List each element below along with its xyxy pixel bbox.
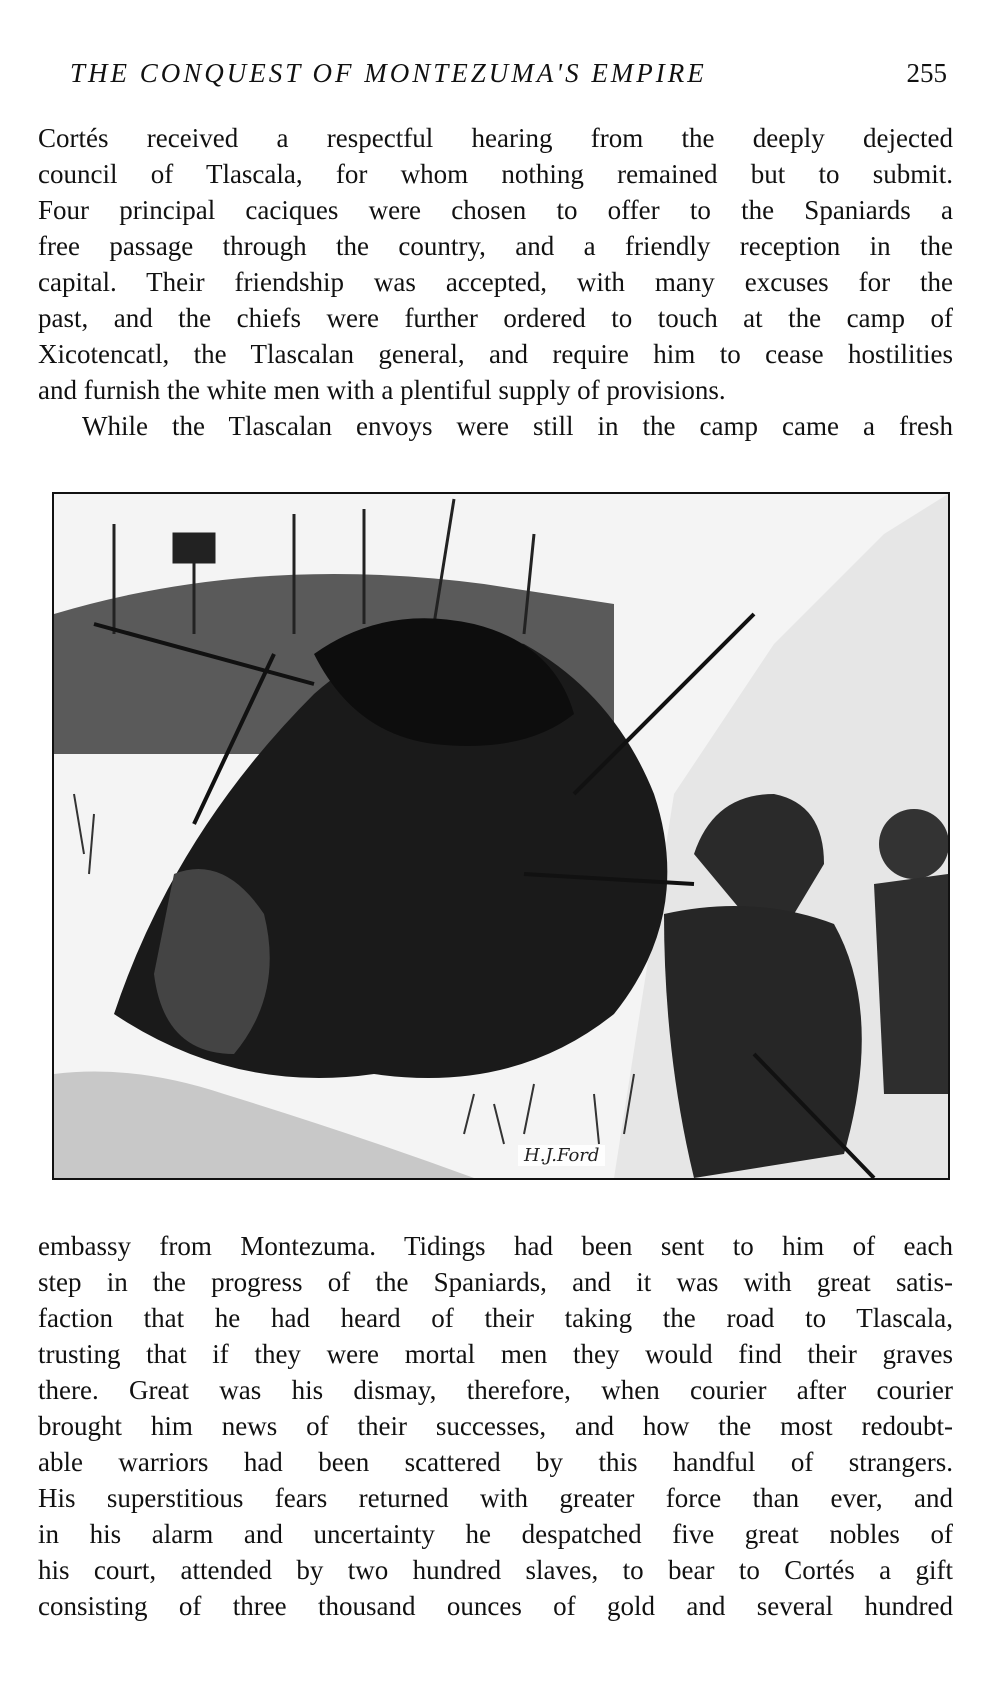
- text-line: in his alarm and uncertainty he despatched five great nobles of: [38, 1519, 953, 1549]
- text-line: trusting that if they were mortal men they would find their graves: [38, 1339, 953, 1369]
- text-line: able warriors had been scattered by this handful of strangers.: [38, 1447, 953, 1477]
- text-line: council of Tlascala, for whom nothing remained but to submit.: [38, 159, 953, 189]
- battle-illustration: [52, 492, 950, 1180]
- text-line: Cortés received a respectful hearing from the deeply dejected: [38, 123, 953, 153]
- text-line: embassy from Montezuma. Tidings had been sent to him of each: [38, 1231, 953, 1261]
- text-line: faction that he had heard of their taking the road to Tlascala,: [38, 1303, 953, 1333]
- paragraph-1: [38, 120, 953, 444]
- text-line: Four principal caciques were chosen to offer to the Spaniards a: [38, 195, 953, 225]
- running-title: THE CONQUEST OF MONTEZUMA'S EMPIRE: [70, 58, 707, 88]
- illustrator-signature: H.J.Ford: [518, 1145, 605, 1166]
- paragraph-2-continued: [38, 1228, 953, 1624]
- battle-scene-drawing: [54, 494, 948, 1178]
- text-line: free passage through the country, and a friendly reception in the: [38, 231, 953, 261]
- text-line: capital. Their friendship was accepted, with many excuses for the: [38, 267, 953, 297]
- text-line: consisting of three thousand ounces of gold and several hundred: [38, 1591, 953, 1621]
- text-line: step in the progress of the Spaniards, and it was with great satis-: [38, 1267, 953, 1297]
- page-number: 255: [906, 58, 947, 88]
- text-line: brought him news of their successes, and how the most redoubt-: [38, 1411, 953, 1441]
- text-line: there. Great was his dismay, therefore, when courier after courier: [38, 1375, 953, 1405]
- text-line: and furnish the white men with a plentiful supply of provisions.: [38, 375, 726, 405]
- paragraph-2-first-line: While the Tlascalan envoys were still in the camp came a fresh: [82, 411, 953, 441]
- text-line: his court, attended by two hundred slaves, to bear to Cortés a gift: [38, 1555, 953, 1585]
- text-line: past, and the chiefs were further ordered to touch at the camp of: [38, 303, 953, 333]
- text-line: His superstitious fears returned with greater force than ever, and: [38, 1483, 953, 1513]
- text-line: Xicotencatl, the Tlascalan general, and require him to cease hostilities: [38, 339, 953, 369]
- page-header: [60, 58, 953, 98]
